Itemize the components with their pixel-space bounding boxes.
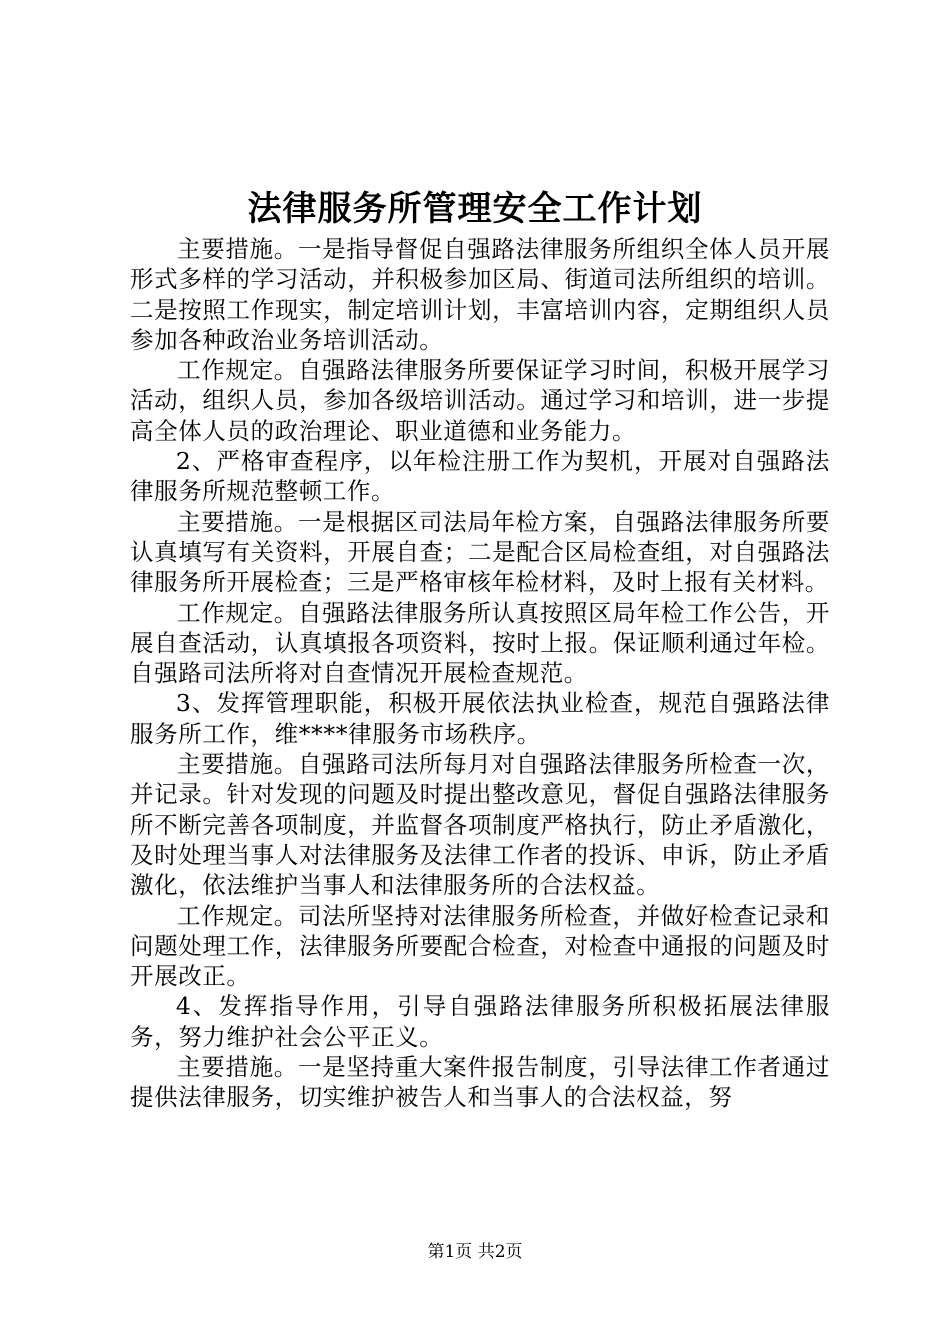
document-body bbox=[130, 234, 830, 1113]
paragraph-9: 4、发挥指导作用，引导自强路法律服务所积极拓展法律服务，努力维护社会公平正义。 bbox=[130, 992, 830, 1051]
paragraph-8: 工作规定。司法所坚持对法律服务所检查，并做好检查记录和问题处理工作，法律服务所要配合检查，对检查中通报的问题及时开展改正。 bbox=[130, 901, 830, 991]
document-title: 法律服务所管理安全工作计划 bbox=[247, 189, 703, 229]
paragraph-5: 工作规定。自强路法律服务所认真按照区局年检工作公告，开展自查活动，认真填报各项资料，按时上报。保证顺利通过年检。自强路司法所将对自查情况开展检查规范。 bbox=[130, 598, 830, 688]
paragraph-7: 主要措施。自强路司法所每月对自强路法律服务所检查一次，并记录。针对发现的问题及时提出整改意见，督促自强路法律服务所不断完善各项制度，并监督各项制度严格执行，防止矛盾激化，及时处理当事人对法律服务及法律工作者的投诉、申诉，防止矛盾激化，依法维护当事人和法律服务所的合法权益。 bbox=[130, 750, 830, 900]
page-footer: 第1页 共2页 bbox=[427, 1242, 523, 1262]
paragraph-1: 主要措施。一是指导督促自强路法律服务所组织全体人员开展形式多样的学习活动，并积极参加区局、街道司法所组织的培训。二是按照工作现实，制定培训计划，丰富培训内容，定期组织人员参加各种政治业务培训活动。 bbox=[130, 235, 830, 354]
paragraph-3: 2、严格审查程序，以年检注册工作为契机，开展对自强路法律服务所规范整顿工作。 bbox=[130, 447, 830, 506]
paragraph-10: 主要措施。一是坚持重大案件报告制度，引导法律工作者通过提供法律服务，切实维护被告人和当事人的合法权益，努 bbox=[130, 1053, 830, 1112]
paragraph-2: 工作规定。自强路法律服务所要保证学习时间，积极开展学习活动，组织人员，参加各级培训活动。通过学习和培训，进一步提高全体人员的政治理论、职业道德和业务能力。 bbox=[130, 356, 830, 445]
paragraph-4: 主要措施。一是根据区司法局年检方案，自强路法律服务所要认真填写有关资料，开展自查；二是配合区局检查组，对自强路法律服务所开展检查；三是严格审核年检材料，及时上报有关材料。 bbox=[130, 507, 830, 597]
paragraph-6: 3、发挥管理职能，积极开展依法执业检查，规范自强路法律服务所工作，维****律服务市场秩序。 bbox=[130, 689, 830, 748]
